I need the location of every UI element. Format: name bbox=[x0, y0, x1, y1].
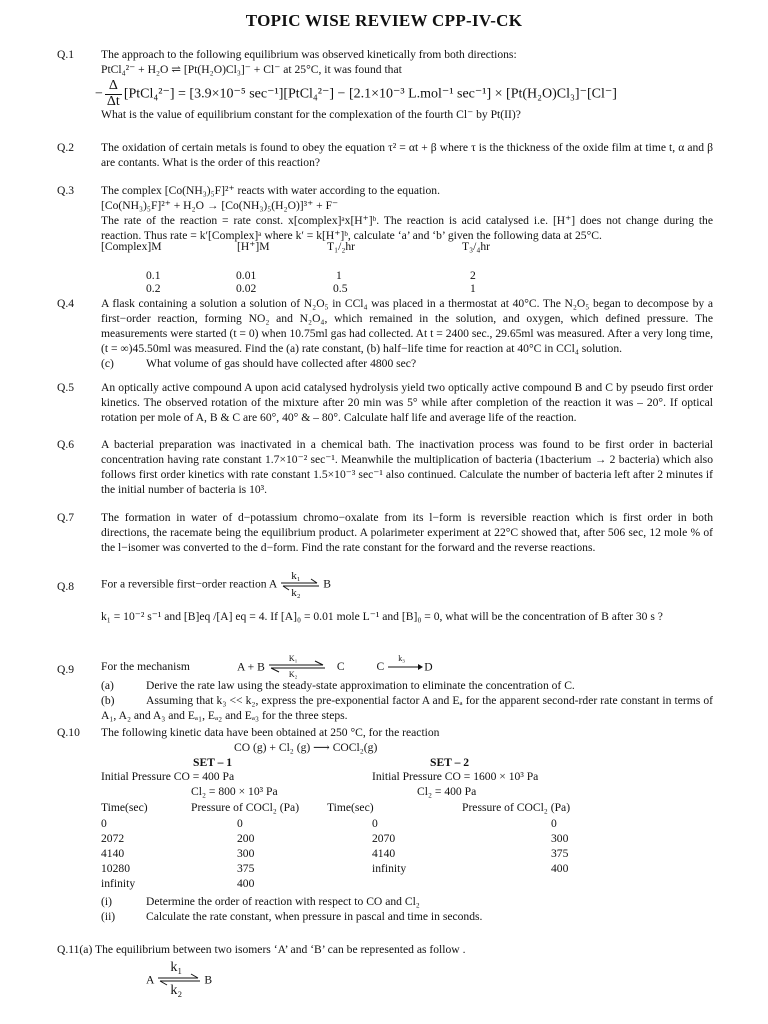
question-number-10: Q.10 bbox=[57, 726, 80, 739]
table-cell: 10280 bbox=[101, 862, 130, 875]
question-2: The oxidation of certain metals is found to obey the equation τ² = αt + β where τ is the thickness of the oxide film at time t, α and β are contants. What is the order of this reaction? bbox=[101, 141, 713, 170]
q3-header-complex: [Complex]M bbox=[101, 240, 162, 253]
table-cell: 375 bbox=[237, 862, 255, 875]
question-4 bbox=[101, 296, 713, 371]
question-8 bbox=[101, 571, 713, 624]
table-cell: 0.01 bbox=[236, 269, 257, 282]
q9-equilibrium-arrow bbox=[265, 654, 329, 680]
q3-line-3: The rate of the reaction = rate const. x[complex]ᵃx[H⁺]ᵇ. The reaction is acid catalysed i.e. [H⁺] does not change during the reaction. Thus rate = k′[Complex]ᵃ where k′ = k[H⁺]ᵇ, calculate ‘a’ and ‘b’ given the following data at 25°C. bbox=[101, 214, 713, 243]
question-5: An optically active compound A upon acid catalysed hydrolysis yield two optically active compound B and C by pseudo first order kinetics. The observed rotation of the mixture after 20 min was 5° while after completion of the reaction it was – 20°. If optical rotation per mole of A, B & C are 60°, 40° & – 80°. Calculate half life and average life of the reaction. bbox=[101, 381, 713, 425]
q10-set2-col-pressure: Pressure of COCl₂ (Pa) bbox=[462, 801, 571, 814]
q10-set1-col-pressure: Pressure of COCl₂ (Pa) bbox=[191, 801, 300, 814]
q10-set2-col-time: Time(sec) bbox=[327, 801, 374, 814]
table-cell: 0.1 bbox=[146, 269, 161, 282]
question-7: The formation in water of d−potassium chromo−oxalate from its l−form is reversible reaction which is first order in both directions, the racemate being the equilibrium product. A polarimeter experiment at 22°C showed that, after 506 sec, 12 mole % of the l−isomer was converted to the d−form. Find the rate constant for the forward and the reverse reactions. bbox=[101, 511, 713, 555]
q8-text: k₁ = 10⁻² s⁻¹ and [B]eq /[A] eq = 4. If [A]₀ = 0.01 mole L⁻¹ and [B]₀ = 0, what will be the concentration of B after 30 s ? bbox=[101, 610, 663, 623]
q8-k1-label: k₁ bbox=[291, 570, 301, 582]
q8-reaction bbox=[101, 571, 713, 601]
table-cell: infinity bbox=[101, 877, 136, 890]
question-number-3: Q.3 bbox=[57, 184, 75, 197]
q4-body: A flask containing a solution a solution of N₂O₅ in CCl₄ was placed in a thermostat at 40°C. The N₂O₅ began to decompose by a first−order reaction, forming NO₂ and N₂O₄, which remained in the solution, and oxygen, which defined pressure. The measurements were started (t = 0) when 10.75ml gas had collected. At t = 2400 sec., 29.65ml was measured. After a very long time, (t = ∞)45.50ml was measured. Find the (a) rate constant, (b) half−life time for reaction at 40°C in CCl₄ solution. bbox=[101, 297, 713, 356]
question-number-1: Q.1 bbox=[57, 48, 75, 61]
q9-b-label: (b) bbox=[101, 694, 115, 708]
q10-ii-label: (ii) bbox=[101, 910, 116, 924]
q9-p2: D bbox=[424, 660, 433, 674]
question-number-11 bbox=[57, 942, 465, 957]
q11-right: B bbox=[204, 973, 213, 987]
q3-data-table bbox=[101, 239, 713, 299]
q9-p1: C bbox=[336, 660, 345, 674]
q11-equilibrium-arrow bbox=[154, 960, 204, 1000]
q9-a-label: (a) bbox=[101, 679, 114, 692]
q9-part-b bbox=[101, 693, 713, 723]
table-cell: 1 bbox=[470, 282, 476, 295]
table-cell: 200 bbox=[237, 832, 255, 845]
q1-eq-body: [PtCl₄²⁻] = [3.9×10⁻⁵ sec⁻¹][PtCl₄²⁻] − [2.1×10⁻³ L.mol⁻¹ sec⁻¹] × [Pt(H₂O)Cl₃]⁻[Cl⁻] bbox=[123, 86, 617, 102]
q11-left: A bbox=[146, 973, 155, 987]
q4-c-label: (c) bbox=[101, 357, 114, 371]
question-3 bbox=[101, 183, 713, 243]
q9-k1-label: K₁ bbox=[288, 654, 298, 663]
table-cell: 2 bbox=[470, 269, 476, 282]
q9-r1: A + B bbox=[237, 660, 265, 674]
q3-header-tthreequarter: T₃/₄hr bbox=[462, 240, 491, 253]
table-cell: 300 bbox=[237, 847, 255, 860]
table-cell: 400 bbox=[551, 862, 569, 875]
q9-a-text: Derive the rate law using the steady-state approximation to eliminate the concentration of C. bbox=[146, 679, 575, 692]
table-cell: 300 bbox=[551, 832, 569, 845]
table-cell: 2072 bbox=[101, 832, 125, 845]
question-number-6: Q.6 bbox=[57, 438, 75, 451]
q1-eq-numerator: Δ bbox=[105, 79, 122, 95]
table-cell: 0.02 bbox=[236, 282, 257, 295]
q3-header-thalf: T₁/₂hr bbox=[327, 240, 356, 253]
q11-number: Q.11(a) bbox=[57, 943, 93, 956]
table-cell: 400 bbox=[237, 877, 255, 890]
q10-set1-pco: Initial Pressure CO = 400 Pa bbox=[101, 770, 235, 783]
q9-k2-label: K₂ bbox=[288, 670, 298, 679]
q1-line-3: What is the value of equilibrium constant for the complexation of the fourth Cl⁻ by Pt(II)? bbox=[101, 107, 521, 121]
table-cell: 0 bbox=[101, 817, 107, 830]
question-9 bbox=[101, 654, 713, 723]
table-cell: 0 bbox=[551, 817, 557, 830]
table-cell: 375 bbox=[551, 847, 569, 860]
q11-k1-label: k₁ bbox=[170, 960, 183, 975]
q11-text: The equilibrium between two isomers ‘A’ and ‘B’ can be represented as follow . bbox=[95, 943, 466, 956]
question-number-5: Q.5 bbox=[57, 381, 75, 394]
q3-line-1: The complex [Co(NH₃)₅F]²⁺ reacts with water according to the equation. bbox=[101, 184, 440, 197]
q9-b-text: Assuming that k₃ << k₂, express the pre-exponential factor A and Eₐ for the apparent second-rder rate constant in terms of A₁, A₂ and A₃ and Eₐ₁, Eₐ₂ and Eₐ₃ for the three steps. bbox=[101, 694, 713, 723]
q10-set1-title: SET – 1 bbox=[193, 756, 233, 769]
q9-part-a bbox=[101, 678, 713, 693]
q10-i-label: (i) bbox=[101, 895, 112, 908]
question-1 bbox=[95, 47, 713, 122]
q1-rate-equation: − $\frac{\Delta}{\Delta t}$ [PtCl₄²⁻] = [3.9×10⁻⁵ sec⁻¹][PtCl₄²⁻] − [2.1×10⁻³ L.mol⁻¹ sec⁻¹] × [Pt(H₂O)Cl₃]⁻[Cl⁻] bbox=[95, 78, 617, 109]
q1-eq-denominator: Δt bbox=[106, 93, 120, 109]
table-cell: infinity bbox=[372, 862, 407, 875]
q10-ii-text: Calculate the rate constant, when pressure in pascal and time in seconds. bbox=[146, 910, 483, 924]
q10-i-text: Determine the order of reaction with respect to CO and Cl₂ bbox=[146, 895, 420, 908]
question-number-9: Q.9 bbox=[57, 663, 75, 676]
q9-mechanism bbox=[101, 654, 713, 678]
q10-data-tables bbox=[101, 755, 713, 895]
q8-product: B bbox=[323, 577, 331, 591]
q1-line-1: The approach to the following equilibrium was observed kinetically from both directions: bbox=[101, 48, 517, 61]
q10-set1-pcl2: Cl₂ = 800 × 10³ Pa bbox=[191, 785, 278, 798]
q9-r2: C bbox=[376, 660, 385, 674]
q10-set2-title: SET – 2 bbox=[430, 756, 470, 769]
question-number-7: Q.7 bbox=[57, 511, 75, 524]
q11-reaction bbox=[146, 960, 212, 1000]
q1-line-2: PtCl₄²⁻ + H₂O ⇌ [Pt(H₂O)Cl₃]⁻ + Cl⁻ at 25°C, it was found that bbox=[101, 63, 402, 77]
table-cell: 4140 bbox=[101, 847, 125, 860]
q11-k2-label: k₂ bbox=[170, 983, 183, 998]
q10-reaction: CO (g) + Cl₂ (g) ⟶ COCl₂(g) bbox=[234, 741, 378, 754]
page-title: TOPIC WISE REVIEW CPP-IV-CK bbox=[245, 11, 523, 30]
right-arrow-icon bbox=[384, 654, 424, 680]
table-cell: 0.5 bbox=[333, 282, 348, 295]
q8-equilibrium-arrow bbox=[277, 571, 323, 597]
q10-part-i bbox=[101, 894, 713, 909]
q8-lead: For a reversible first−order reaction A bbox=[101, 577, 278, 591]
q10-set2-pcl2: Cl₂ = 400 Pa bbox=[417, 785, 477, 798]
table-cell: 1 bbox=[336, 269, 342, 282]
q3-line-2: [Co(NH₃)₅F]²⁺ + H₂O → [Co(NH₃)₅(H₂O)]³⁺ + F⁻ bbox=[101, 199, 339, 213]
table-cell: 4140 bbox=[372, 847, 396, 860]
q9-k3-label: k₃ bbox=[398, 654, 406, 663]
q9-lead: For the mechanism bbox=[101, 660, 190, 674]
table-cell: 2070 bbox=[372, 832, 396, 845]
q10-parts bbox=[101, 894, 713, 924]
question-number-4: Q.4 bbox=[57, 297, 75, 310]
q3-header-h: [H⁺]M bbox=[237, 240, 270, 253]
q10-part-ii bbox=[101, 909, 713, 924]
table-cell: 0 bbox=[237, 817, 243, 830]
q4-part-c bbox=[101, 356, 713, 371]
question-number-8: Q.8 bbox=[57, 580, 75, 593]
q9-forward-arrow bbox=[384, 654, 424, 680]
question-10-lead: The following kinetic data have been obtained at 250 °C, for the reaction bbox=[101, 726, 440, 739]
q10-set1-col-time: Time(sec) bbox=[101, 801, 148, 814]
table-cell: 0.2 bbox=[146, 282, 161, 295]
q10-set2-pco: Initial Pressure CO = 1600 × 10³ Pa bbox=[372, 770, 539, 783]
question-6: A bacterial preparation was inactivated in a chemical bath. The inactivation process was found to be first order in bacterial concentration having rate constant 1.7×10⁻² sec⁻¹. Meanwhile the multiplication of bacteria (1bacterium → 2 bacteria) which also follows first order kinetics with rate constant 1.5×10⁻³ sec⁻¹ also continued. Calculate the number of bacteria left after 2 minutes if the initial number of bacteria is 10³. bbox=[101, 438, 713, 497]
q8-k2-label: k₂ bbox=[291, 587, 301, 599]
table-cell: 0 bbox=[372, 817, 378, 830]
question-number-2: Q.2 bbox=[57, 141, 75, 154]
q4-c-text: What volume of gas should have collected after 4800 sec? bbox=[146, 357, 417, 371]
